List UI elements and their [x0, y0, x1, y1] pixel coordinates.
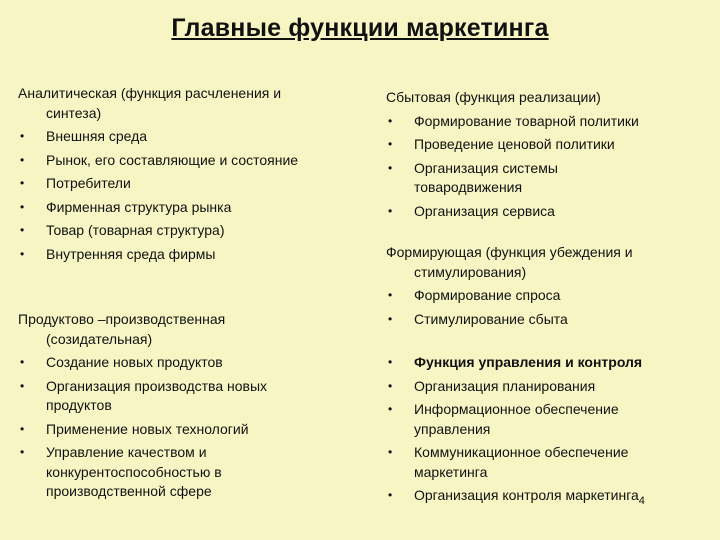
page-title: Главные функции маркетинга — [171, 14, 549, 42]
bullet-icon: • — [388, 288, 393, 302]
page-number: 4 — [638, 494, 645, 507]
sales-heading — [386, 88, 712, 108]
list-item — [386, 486, 712, 511]
bullet-icon: • — [388, 355, 393, 369]
list-item-text: Создание новых продуктов — [46, 354, 223, 370]
sales-list — [386, 112, 712, 222]
heading-line: Формирующая (функция убеждения и — [386, 244, 633, 260]
list-item — [386, 135, 712, 155]
list-item-text: Функция управления и контроля — [414, 354, 643, 370]
bullet-icon: • — [20, 355, 25, 369]
list-item-text: Формирование спроса — [414, 287, 561, 303]
list-item-text: Коммуникационное обеспечение маркетинга — [414, 444, 629, 480]
bullet-icon: • — [20, 129, 25, 143]
list-item-text: Стимулирование сбыта — [414, 310, 568, 327]
bullet-icon: • — [20, 378, 25, 393]
list-item-text: Применение новых технологий — [46, 420, 249, 437]
bullet-icon: • — [20, 152, 25, 167]
bullet-icon: • — [388, 378, 393, 393]
bullet-icon: • — [20, 421, 25, 436]
forming-list — [386, 286, 712, 329]
list-item-text: Организация системы товародвижения — [414, 159, 558, 195]
bullet-icon: • — [20, 199, 25, 214]
bullet-icon: • — [388, 488, 393, 502]
list-item — [18, 420, 348, 440]
list-item-text: Потребители — [46, 175, 131, 191]
bullet-icon: • — [388, 137, 393, 151]
right-column — [386, 88, 712, 511]
list-item-text: Организация контроля маркетинга — [414, 487, 639, 503]
list-item — [386, 202, 712, 222]
bullet-icon: • — [388, 160, 393, 175]
list-item-text: Внешняя среда — [46, 128, 148, 144]
bullet-icon: • — [20, 176, 25, 190]
list-item — [386, 400, 712, 439]
bullet-icon: • — [20, 246, 25, 261]
bullet-icon: • — [388, 445, 393, 459]
heading-line: Сбытовая (функция реализации) — [386, 89, 601, 105]
bullet-icon: • — [388, 113, 393, 128]
list-item — [18, 245, 348, 265]
list-item-text: Управление качеством и конкурентоспособностью в производственной сфере — [46, 444, 222, 499]
list-item-text: Организация сервиса — [414, 202, 555, 219]
production-list — [18, 353, 348, 502]
list-item-text: Фирменная структура рынка — [46, 198, 232, 215]
heading-line: Продуктово –производственная — [18, 311, 226, 327]
list-item — [18, 443, 348, 502]
list-item — [386, 112, 712, 132]
heading-line: (созидательная) — [46, 330, 153, 347]
analytical-list — [18, 127, 348, 264]
list-item — [18, 377, 348, 416]
list-item-text: Формирование товарной политики — [414, 112, 639, 129]
list-item — [18, 127, 348, 147]
list-item — [18, 151, 348, 171]
list-item-text: Организация планирования — [414, 377, 596, 394]
list-item-text: Рынок, его составляющие и состояние — [46, 151, 299, 168]
heading-line: Аналитическая (функция расчленения и — [18, 85, 282, 101]
list-item — [18, 353, 348, 373]
list-item — [386, 377, 712, 397]
list-item — [18, 221, 348, 241]
heading-line: синтеза) — [46, 104, 102, 121]
forming-heading — [386, 243, 712, 282]
heading-line: стимулирования) — [414, 263, 527, 280]
list-item — [18, 174, 348, 194]
bullet-icon: • — [20, 223, 25, 237]
list-item-text: Проведение ценовой политики — [414, 136, 615, 152]
analytical-heading — [18, 84, 348, 123]
list-item — [386, 353, 712, 373]
list-item-text: Внутренняя среда фирмы — [46, 245, 216, 262]
list-item — [386, 159, 712, 198]
bullet-icon: • — [20, 445, 25, 459]
list-item-text: Организация производства новых продуктов — [46, 377, 268, 413]
production-heading — [18, 310, 348, 349]
list-item-text: Информационное обеспечение управления — [414, 401, 619, 437]
control-list — [386, 353, 712, 511]
list-item — [386, 310, 712, 330]
list-item — [18, 198, 348, 218]
list-item — [386, 443, 712, 482]
list-item — [386, 286, 712, 306]
bullet-icon: • — [388, 402, 393, 416]
bullet-icon: • — [388, 311, 393, 326]
left-column — [18, 84, 348, 502]
bullet-icon: • — [388, 203, 393, 218]
list-item-text: Товар (товарная структура) — [46, 222, 225, 238]
